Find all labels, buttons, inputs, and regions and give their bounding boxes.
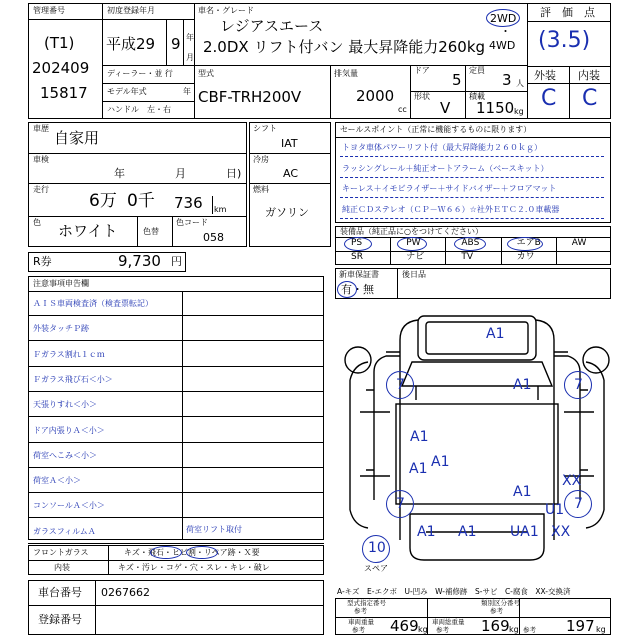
naiso-row-label: 内装 [54, 563, 70, 572]
sales-underline [340, 156, 604, 157]
toroku-label: 登録番号 [38, 613, 82, 626]
notes-item: 荷室へこみ＜小＞ [33, 450, 97, 460]
door: 5 [452, 71, 462, 89]
weight-label-8: 参考 [436, 626, 449, 634]
naiso-value: C [582, 86, 598, 111]
sales-item: ラッシングレール＋純正オートアラーム（ベースキット） [342, 163, 549, 173]
equip-divider [556, 237, 557, 265]
equip-item: AW [571, 238, 587, 248]
equip-item: SR [351, 252, 363, 262]
shareki: 自家用 [54, 129, 100, 147]
colorcode-label: 色コード [176, 218, 208, 227]
mark-center: A1 [513, 484, 532, 500]
notes-row-line [28, 416, 324, 417]
equip-circle-abs [454, 237, 486, 251]
mark-rear-1: A1 [417, 524, 436, 540]
kanri-num1: 202409 [32, 59, 90, 77]
soko-sen: 0千 [127, 191, 155, 211]
equip-divider [445, 237, 446, 265]
shinsei-circle [337, 281, 357, 298]
daiban: 0267662 [101, 586, 150, 599]
kanri-code: (T1) [44, 34, 75, 52]
drive-4wd: 4WD [489, 39, 516, 52]
shodo-month-unit: 月 [186, 53, 194, 62]
drive-dot: ・ [500, 25, 511, 38]
shodo-label: 初度登録年月 [107, 6, 155, 15]
equip-item: TV [461, 252, 474, 262]
shodo-era: 平成29 [106, 35, 156, 53]
equip-item: ABS [461, 238, 480, 248]
equip-item: エアB [516, 238, 541, 248]
weight-label-7: 参考 [352, 626, 365, 634]
katashiki-label: 型式 [198, 69, 214, 78]
weight-label-1: 型式指定番号 [347, 599, 386, 607]
mark-xx-2: XX [551, 524, 571, 540]
shift-label: シフト [253, 124, 277, 133]
mark-tire-fr: 7 [574, 377, 583, 393]
mark-tire-rl: 7 [396, 496, 405, 512]
notes-item: ガラスフィルムＡ [33, 526, 96, 536]
notes-row-line [28, 543, 324, 544]
mark-rear-3: UA1 [510, 524, 539, 540]
equip-divider [501, 237, 502, 265]
mark-rear-2: A1 [458, 524, 477, 540]
weight-1-unit: kg [418, 625, 428, 634]
note-extra: 荷室リフト取付 [186, 525, 242, 534]
hyoka-label: 評 価 点 [540, 6, 595, 19]
notes-row-line [28, 517, 324, 518]
soko-rest: 736 [174, 194, 203, 212]
mark-front: A1 [513, 377, 532, 393]
dealer-label: ディーラー・並 行 [107, 69, 173, 78]
rken-label: R券 [33, 255, 52, 268]
teiin-label: 定員 [469, 66, 485, 75]
notes-item: Ｆガラス割れ１ｃｍ [33, 349, 105, 359]
equip-item: ナビ [406, 252, 425, 262]
notes-row-line [28, 492, 324, 493]
carname: レジアスエース [220, 17, 324, 35]
notes-item: 荷室Ａ＜小＞ [33, 476, 81, 486]
shinsei: 有・無 [341, 283, 374, 296]
soko-unit: km [214, 205, 227, 214]
weight-2-unit: kg [509, 625, 519, 634]
notes-label: 注意事項申告欄 [33, 279, 89, 288]
soko-man: 6万 [89, 191, 117, 211]
mark-xx-1: XX [562, 473, 582, 489]
drive-2wd: 2WD [490, 12, 517, 25]
nenryo-label: 燃料 [253, 185, 269, 194]
gaiso-value: C [541, 86, 557, 111]
haiki: 2000 [356, 87, 395, 105]
frontglass: キズ・飛石・ヒビ割・リペア跡・Ｘ要 [124, 548, 260, 557]
colorcode: 058 [203, 231, 224, 244]
model-year-unit: 年 [183, 87, 191, 96]
notes-item: 天張りすれ＜小＞ [33, 400, 97, 410]
equip-item: PS [351, 238, 363, 248]
notes-row-line [28, 467, 324, 468]
mark-left-3: A1 [409, 461, 428, 477]
notes-row-line [28, 340, 324, 341]
shinsei-label: 新車保証書 [339, 270, 379, 279]
notes-item: Ｆガラス飛び石＜小＞ [33, 374, 113, 384]
weight-label-3: 参考 [354, 607, 367, 615]
mark-left-2: A1 [431, 454, 450, 470]
notes-item: 外装タッチＰ跡 [33, 324, 89, 334]
weight-label-6: 車両総重量 [432, 618, 465, 626]
soko-label: 走行 [33, 185, 49, 194]
shaken-year: 年 [114, 167, 125, 180]
color-change-label: 色替 [143, 227, 159, 236]
notes-row-line [28, 391, 324, 392]
weight-2: 169 [481, 617, 510, 635]
equip-circle-pw [397, 237, 427, 251]
reibo-label: 冷房 [253, 155, 269, 164]
door-label: ドア [414, 66, 430, 75]
rken-frame [28, 252, 186, 272]
rken-unit: 円 [171, 255, 182, 268]
notes-item: コンソールＡ＜小＞ [33, 501, 105, 511]
notes-row-line [28, 366, 324, 367]
notes-item: ＡＩＳ車両検査済（検査票転記） [33, 299, 153, 308]
equip-item: カワ [516, 252, 535, 262]
teiin-unit: 人 [516, 79, 524, 88]
frontglass-circle-1 [150, 546, 182, 559]
handle-label: ハンドル 左・右 [107, 105, 171, 114]
daiban-label: 車台番号 [38, 586, 82, 599]
shareki-label: 車歴 [33, 124, 49, 133]
katashiki: CBF-TRH200V [198, 88, 302, 106]
carname-label: 車名・グレード [198, 6, 254, 15]
atojiko-label: 後日品 [402, 270, 426, 279]
weight-label-2: 類別区分番号 [481, 599, 520, 607]
shift: IAT [281, 137, 298, 150]
mark-tire-fl: 7 [396, 377, 405, 393]
spare-label: スペア [364, 564, 388, 573]
equip-item: PW [406, 238, 421, 248]
grade: 2.0DX リフト付バン 最大昇降能力260kg [203, 38, 486, 56]
shaken-month: 月 [175, 167, 186, 180]
nenryo: ガソリン [265, 206, 309, 219]
sekisai-unit: kg [514, 107, 524, 116]
model-year-label: モデル年式 [107, 87, 147, 96]
sekisai-label: 積載 [469, 92, 485, 101]
haiki-label: 排気量 [334, 69, 358, 78]
equip-circle-airb [507, 237, 543, 251]
color: ホワイト [58, 222, 118, 240]
notes-item: ドア内張りＡ＜小＞ [33, 425, 105, 435]
equip-label: 装備品（純正品に○をつけてください） [340, 227, 483, 236]
sales-item: トヨタ車体パワーリフト付（最大昇降能力２６０ｋｇ） [342, 143, 542, 152]
mark-tire-rr: 7 [574, 496, 583, 512]
haiki-unit: cc [398, 105, 407, 114]
shaken-label: 車検 [33, 155, 49, 164]
weight-1: 469 [390, 617, 419, 635]
naiso-row: キズ・汚レ・コゲ・穴・スレ・キレ・破レ [118, 563, 270, 572]
shaken-day: 日) [226, 167, 242, 180]
notes-row-line [28, 315, 324, 316]
sales-item: キーレス＋イモビライザー＋サイドバイザー＋フロアマット [342, 184, 557, 193]
mark-roof: A1 [486, 326, 505, 342]
weight-3: 197 [566, 617, 595, 635]
gaiso-label: 外装 [534, 69, 556, 82]
weight-label-9: 参考 [523, 626, 536, 634]
equip-divider [390, 237, 391, 265]
keijo: V [440, 99, 451, 117]
mark-left-1: A1 [410, 429, 429, 445]
kanri-label: 管理番号 [33, 6, 65, 15]
keijo-label: 形状 [414, 92, 430, 101]
sales-underline [340, 177, 604, 178]
frontglass-circle-2 [186, 546, 218, 559]
sales-label: セールスポイント（正常に機能するものに限ります） [340, 125, 532, 134]
kanri-num2: 15817 [40, 84, 88, 102]
sales-underline [340, 218, 604, 219]
equip-circle-ps [344, 237, 372, 251]
reibo: AC [283, 167, 299, 180]
notes-row-line [28, 442, 324, 443]
weight-3-unit: kg [596, 625, 606, 634]
hyoka-value: (3.5) [538, 28, 591, 53]
sales-item: 純正ＣＤステレオ（ＣＰ－Ｗ６６）☆社外ＥＴＣ２.０車載器 [342, 204, 560, 214]
mark-spare: 10 [368, 540, 386, 556]
shodo-month: 9 [171, 35, 181, 53]
color-label: 色 [33, 218, 41, 227]
frontglass-label: フロントガラス [33, 548, 89, 557]
teiin: 3 [502, 71, 512, 89]
rken: 9,730 [118, 252, 161, 270]
weight-label-5: 車両重量 [348, 618, 374, 626]
weight-label-4: 参考 [490, 607, 503, 615]
damage-legend: A-キズ E-エクボ U-凹み W-補修跡 S-サビ C-腐食 XX-交換済 [337, 587, 571, 596]
shodo-year-unit: 年 [186, 33, 194, 42]
sales-underline [340, 197, 604, 198]
sekisai: 1150 [476, 99, 515, 117]
mark-rear-4: U1 [545, 502, 565, 518]
naiso-label: 内装 [578, 69, 600, 82]
